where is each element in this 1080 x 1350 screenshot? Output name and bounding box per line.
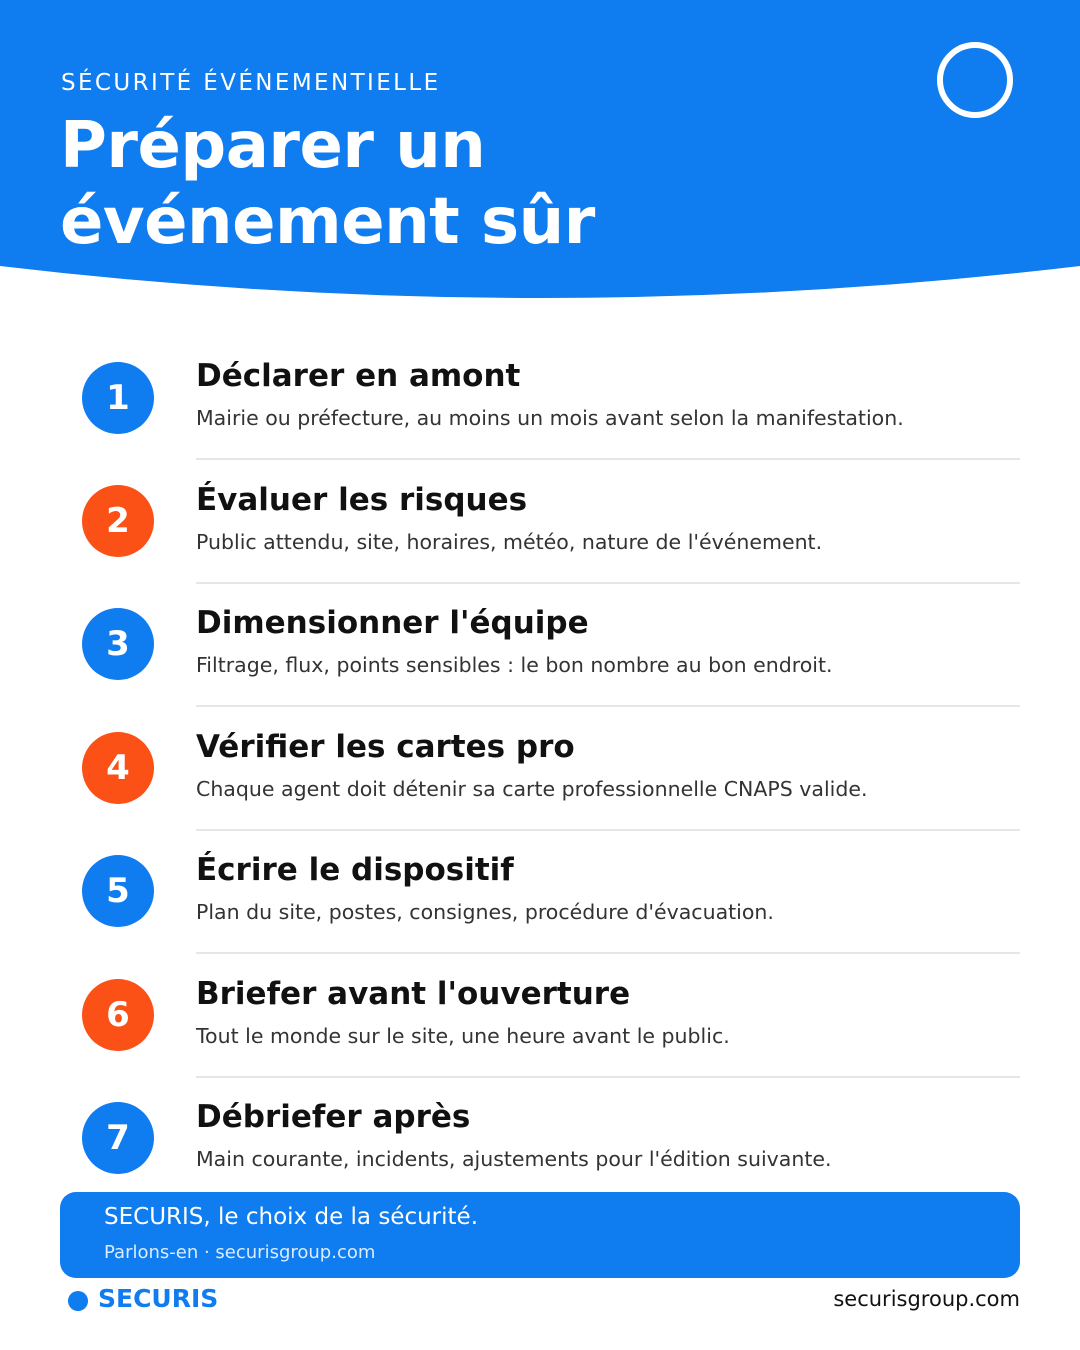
divider [196, 952, 1020, 954]
brand-dot-icon [68, 1291, 88, 1311]
step-description: Mairie ou préfecture, au moins un mois avant selon la manifestation. [196, 406, 904, 430]
step-title: Briefer avant l'ouverture [196, 976, 631, 1012]
step-description: Chaque agent doit détenir sa carte professionnelle CNAPS valide. [196, 777, 868, 801]
step-title: Dimensionner l'équipe [196, 605, 589, 641]
step-number-badge: 2 [82, 485, 154, 557]
step-number-badge: 4 [82, 732, 154, 804]
divider [196, 829, 1020, 831]
title-line-1: Préparer un [60, 109, 486, 183]
banner-contact-link[interactable]: Parlons-en · securisgroup.com [104, 1242, 376, 1263]
website-link[interactable]: securisgroup.com [833, 1287, 1020, 1311]
brand-name: SECURIS [98, 1284, 219, 1313]
step-description: Plan du site, postes, consignes, procédure d'évacuation. [196, 900, 774, 924]
eyebrow: SÉCURITÉ ÉVÉNEMENTIELLE [61, 70, 441, 96]
divider [196, 582, 1020, 584]
step-number-badge: 5 [82, 855, 154, 927]
banner-tagline: SECURIS, le choix de la sécurité. [104, 1204, 479, 1230]
header [0, 0, 1080, 300]
step-item [0, 721, 1080, 845]
step-number-badge: 1 [82, 362, 154, 434]
step-item [0, 968, 1080, 1092]
step-item [0, 474, 1080, 598]
page-title [60, 108, 760, 260]
step-number-badge: 3 [82, 608, 154, 680]
title-line-2: événement sûr [60, 185, 595, 259]
step-number-badge: 7 [82, 1102, 154, 1174]
step-description: Main courante, incidents, ajustements pour l'édition suivante. [196, 1147, 832, 1171]
divider [196, 705, 1020, 707]
step-title: Vérifier les cartes pro [196, 729, 575, 765]
divider [196, 1076, 1020, 1078]
step-item [0, 844, 1080, 968]
step-number-badge: 6 [82, 979, 154, 1051]
step-title: Évaluer les risques [196, 482, 528, 518]
step-title: Déclarer en amont [196, 358, 521, 394]
step-title: Débriefer après [196, 1099, 471, 1135]
step-item [0, 350, 1080, 474]
step-description: Public attendu, site, horaires, météo, nature de l'événement. [196, 530, 823, 554]
step-item [0, 597, 1080, 721]
divider [196, 458, 1020, 460]
step-description: Tout le monde sur le site, une heure avant le public. [196, 1024, 730, 1048]
step-description: Filtrage, flux, points sensibles : le bon nombre au bon endroit. [196, 653, 833, 677]
cta-banner[interactable] [60, 1192, 1020, 1278]
step-title: Écrire le dispositif [196, 852, 514, 888]
ring-icon [937, 42, 1013, 118]
